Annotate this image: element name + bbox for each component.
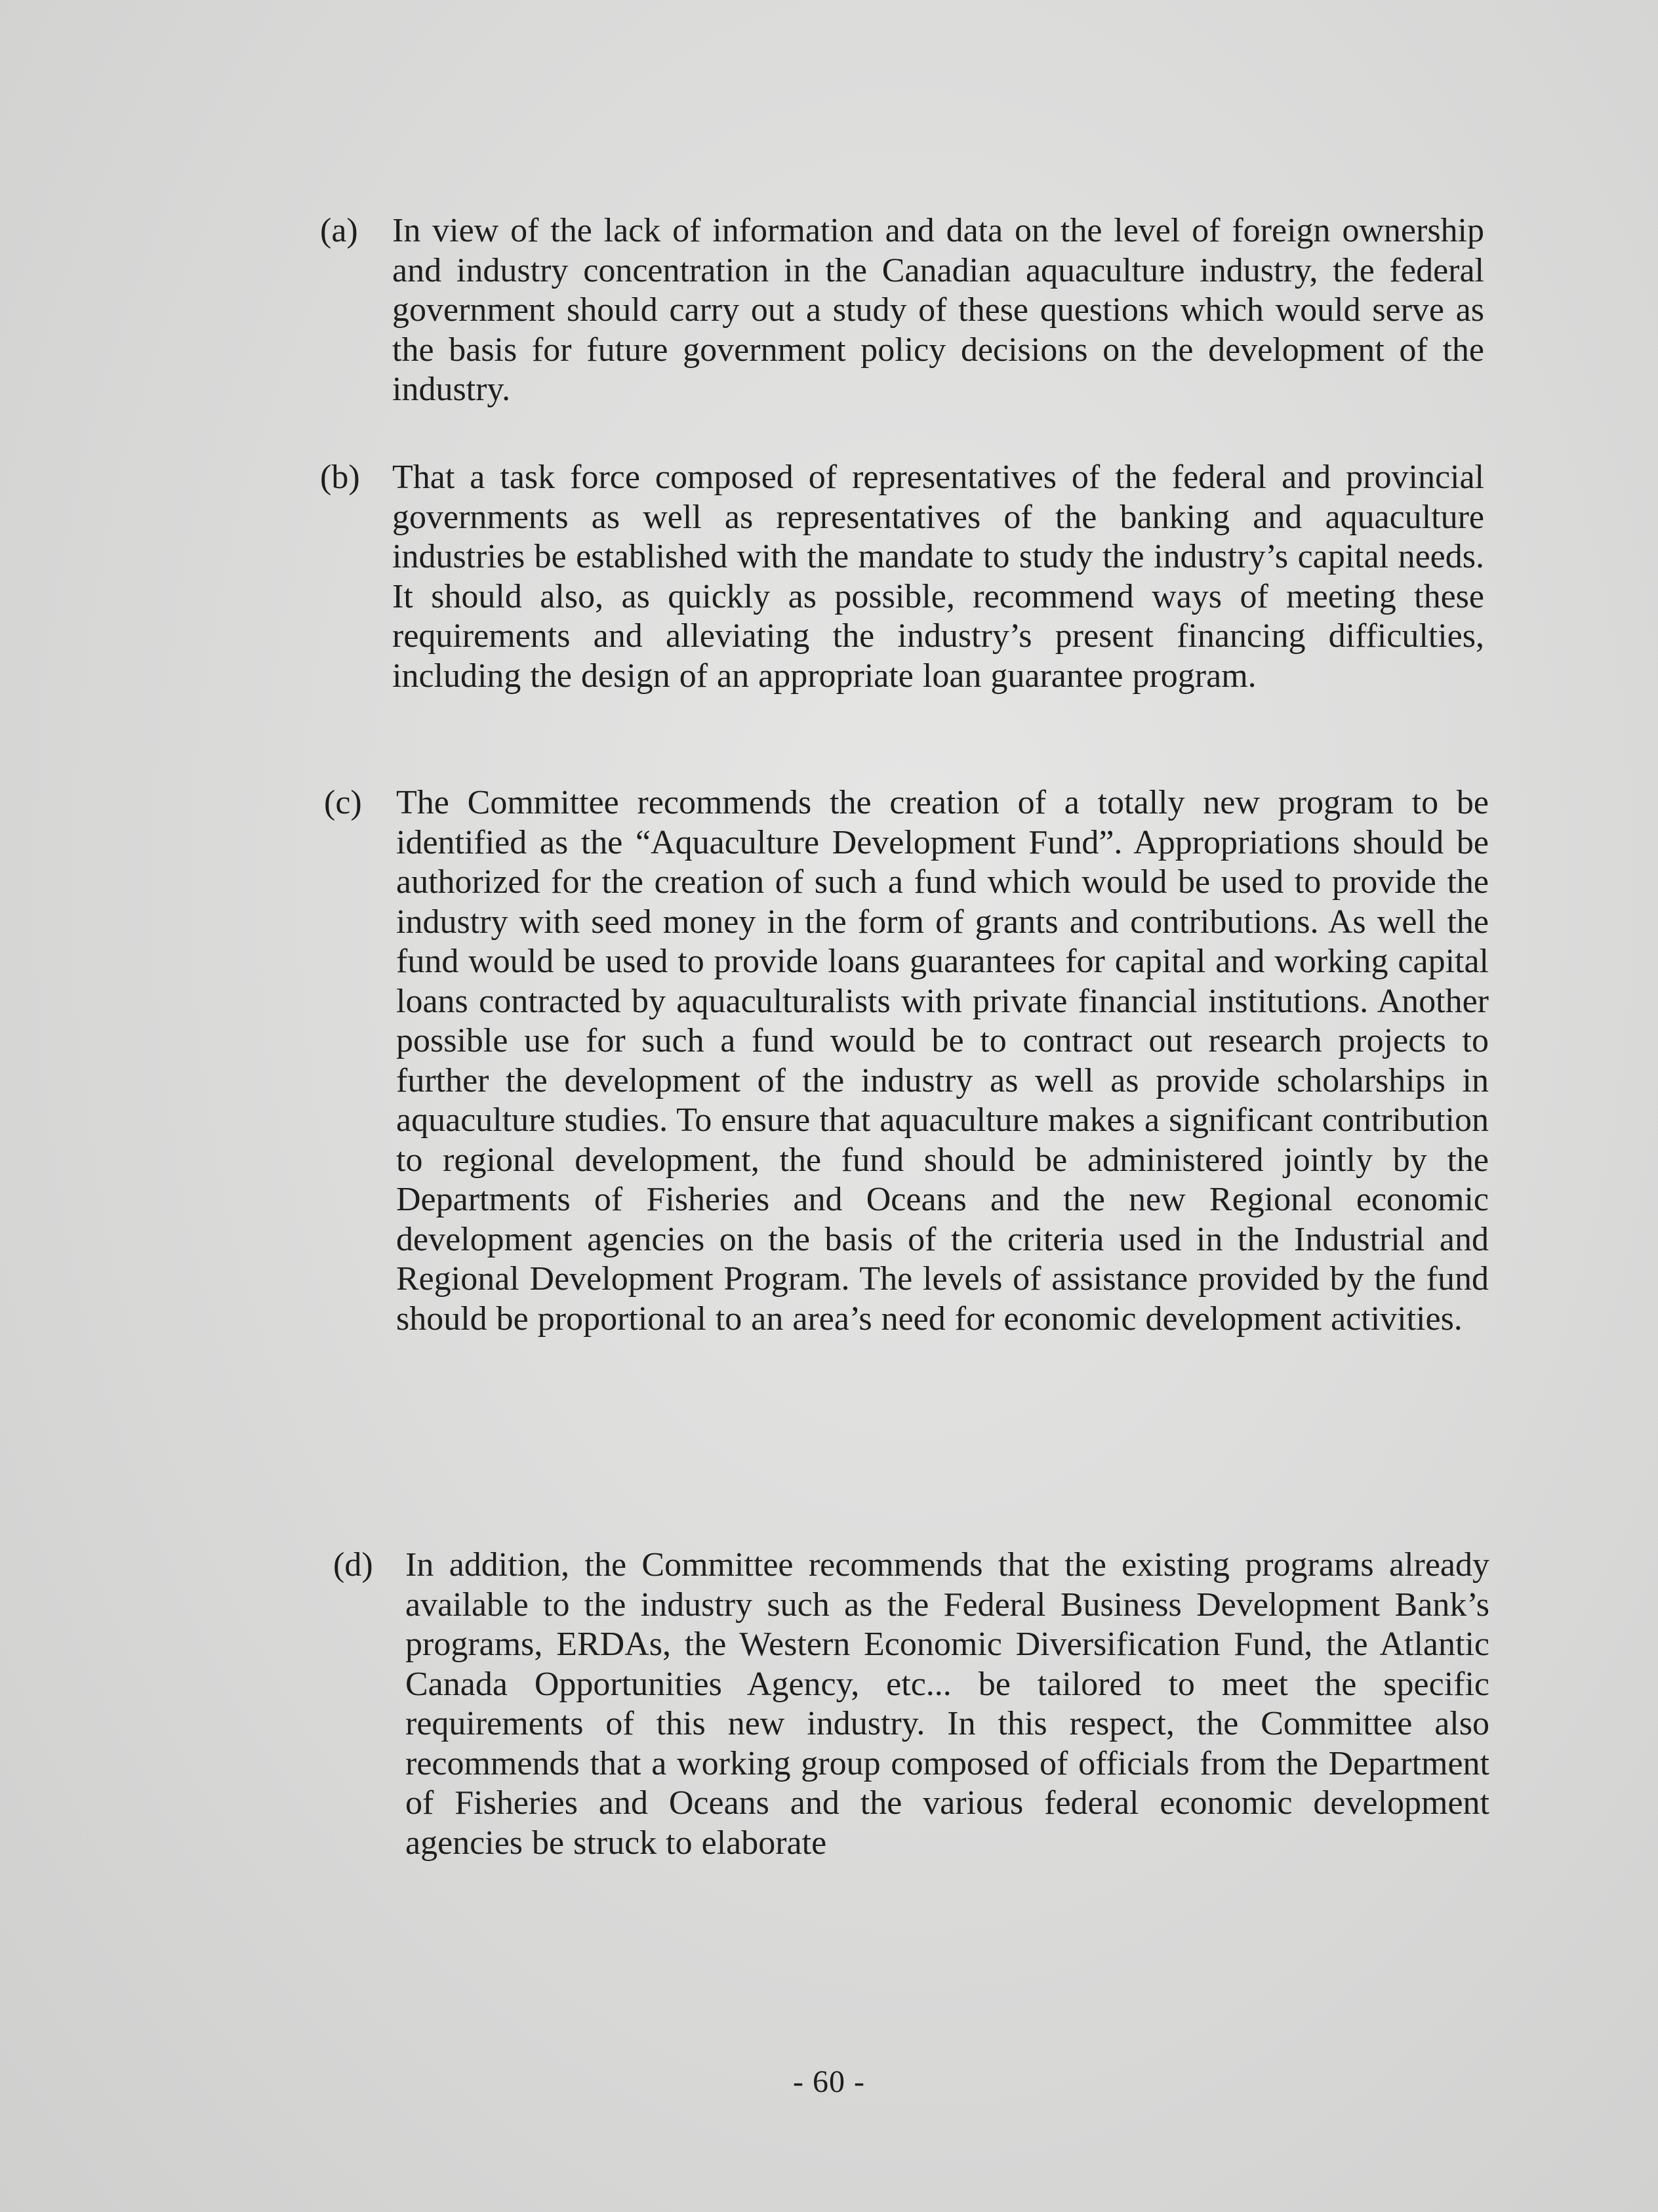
recommendation-item-b — [320, 458, 1484, 696]
recommendation-item-c — [324, 783, 1489, 1339]
item-text: In addition, the Committee recommends that the existing programs already available to the industry such as the Federal Business Development Bank’s programs, ERDAs, the Western Economic Diversification Fund, the Atlantic Canada Opportunities Agency, etc... be tailored to meet the specific requirements of this new industry. In this respect, the Committee also recommends that a working group composed of officials from the Department of Fisheries and Oceans and the various federal economic development agencies be struck to elaborate — [405, 1546, 1489, 1862]
page-number: - 60 - — [793, 2064, 865, 2099]
item-text: The Committee recommends the creation of a totally new program to be identified as the “Aquaculture Development Fund”. Appropriations should be authorized for the creation of such a fund which would be used to provide the industry with seed money in the form of grants and contributions. As well the fund would be used to provide loans guarantees for capital and working capital loans contracted by aquaculturalists with private financial institutions. Another possible use for such a fund would be to contract out research projects to further the development of the industry as well as provide scholarships in aquaculture studies. To ensure that aquaculture makes a significant contribution to regional development, the fund should be administered jointly by the Departments of Fisheries and Oceans and the new Regional economic development agencies on the basis of the criteria used in the Industrial and Regional Development Program. The levels of assistance provided by the fund should be proportional to an area’s need for economic development activities. — [396, 784, 1489, 1338]
item-label: (b) — [320, 459, 360, 496]
item-text: That a task force composed of representatives of the federal and provincial governments as well as representatives of the banking and aquaculture industries be established with the mandate to study the industry’s capital needs. It should also, as quickly as possible, recommend ways of meeting these requirements and alleviating the industry’s present financing difficulties, including the design of an appropriate loan guarantee program. — [392, 459, 1484, 695]
recommendation-item-d — [333, 1546, 1489, 1863]
recommendation-item-a — [320, 211, 1484, 410]
item-label: (a) — [320, 212, 358, 249]
item-text: In view of the lack of information and data on the level of foreign ownership and industry concentration in the Canadian aquaculture industry, the federal government should carry out a study of these questions which would serve as the basis for future government policy decisions on the development of the industry. — [392, 212, 1484, 408]
item-label: (c) — [324, 784, 362, 821]
item-label: (d) — [333, 1546, 373, 1584]
